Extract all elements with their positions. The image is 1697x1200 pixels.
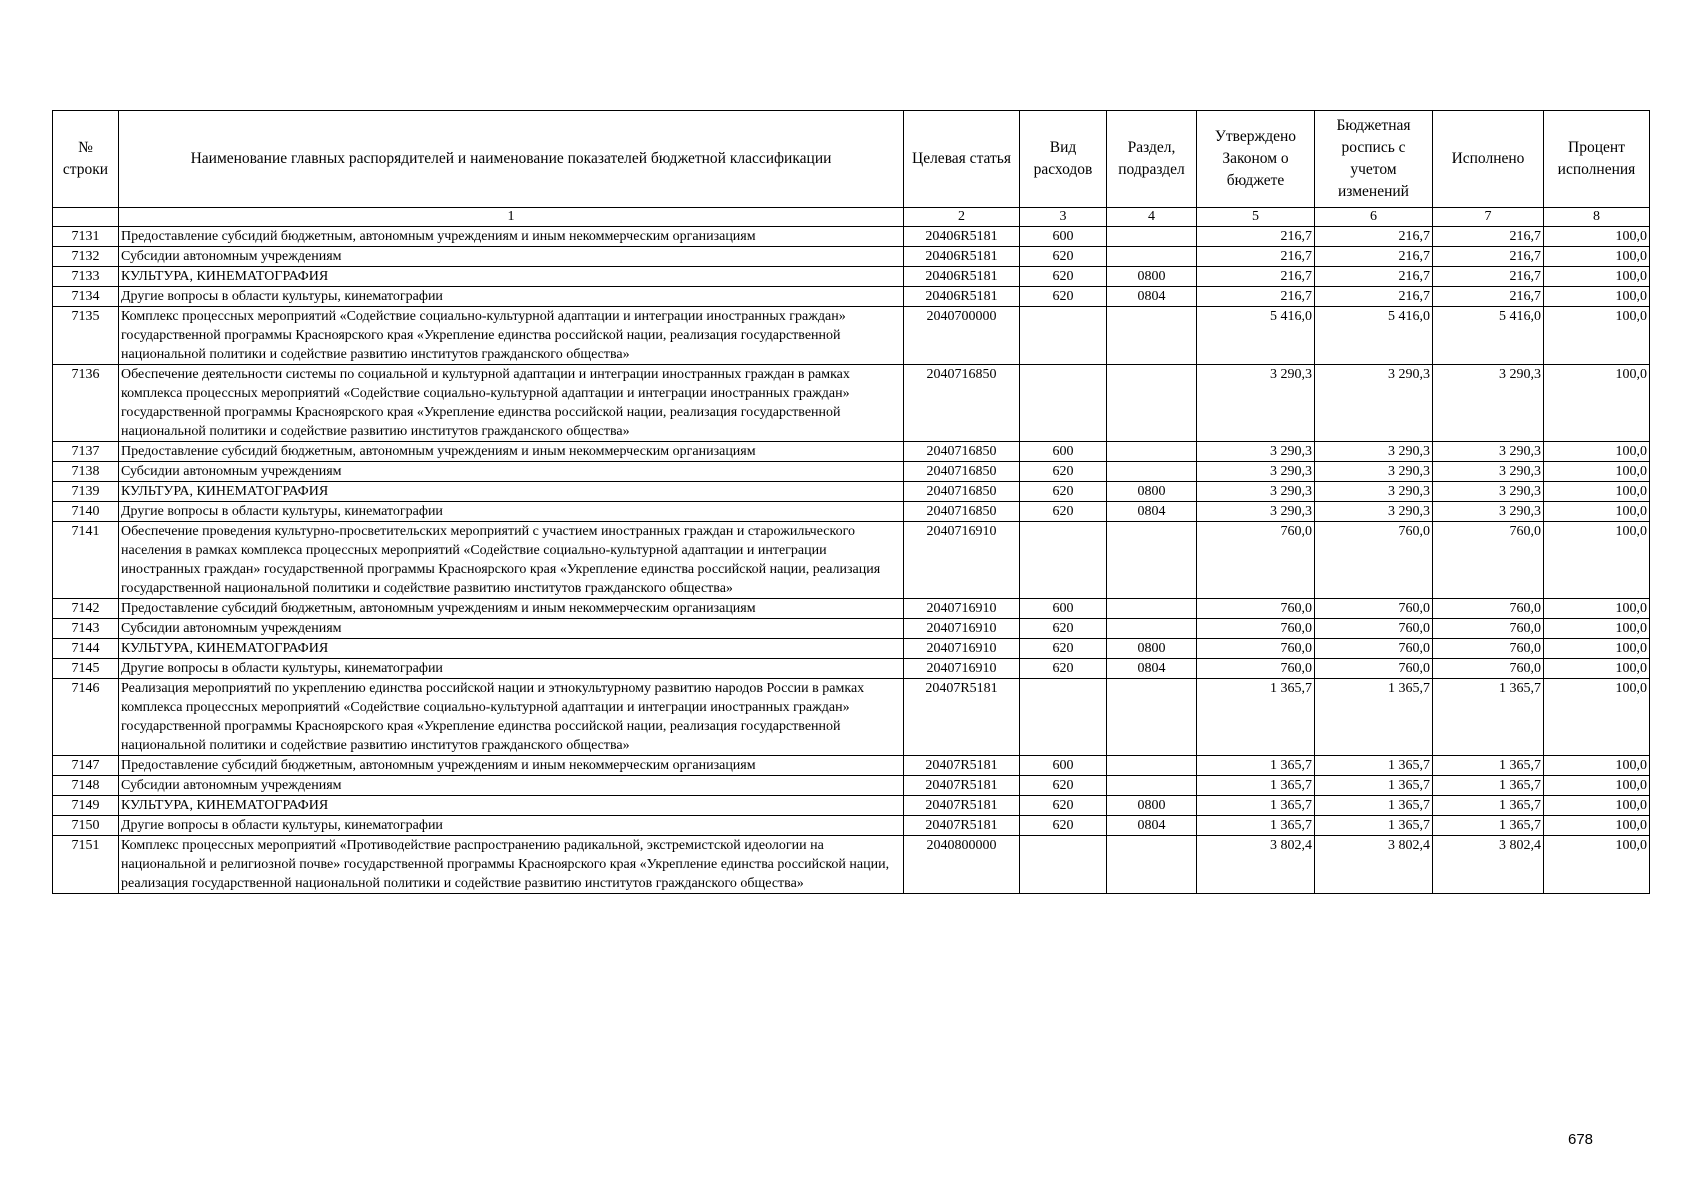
row-expense-kind	[1020, 307, 1107, 365]
row-budget-schedule: 760,0	[1315, 619, 1433, 639]
column-number: 5	[1197, 208, 1315, 227]
row-budget-schedule: 1 365,7	[1315, 679, 1433, 756]
row-number: 7137	[53, 442, 119, 462]
row-name: Субсидии автономным учреждениям	[119, 462, 904, 482]
row-percent: 100,0	[1544, 639, 1650, 659]
row-target-article: 20407R5181	[904, 776, 1020, 796]
row-executed: 216,7	[1433, 227, 1544, 247]
row-budget-schedule: 3 290,3	[1315, 442, 1433, 462]
row-expense-kind: 620	[1020, 267, 1107, 287]
row-budget-schedule: 760,0	[1315, 659, 1433, 679]
row-executed: 3 802,4	[1433, 836, 1544, 894]
table-row	[53, 522, 1650, 599]
row-budget-schedule: 216,7	[1315, 267, 1433, 287]
row-number: 7134	[53, 287, 119, 307]
row-section	[1107, 307, 1197, 365]
table-row	[53, 796, 1650, 816]
row-percent: 100,0	[1544, 247, 1650, 267]
table-row	[53, 599, 1650, 619]
row-name: Субсидии автономным учреждениям	[119, 776, 904, 796]
row-section: 0804	[1107, 502, 1197, 522]
table-row	[53, 816, 1650, 836]
row-expense-kind: 620	[1020, 287, 1107, 307]
table-row	[53, 502, 1650, 522]
row-target-article: 2040800000	[904, 836, 1020, 894]
row-percent: 100,0	[1544, 442, 1650, 462]
row-approved: 3 290,3	[1197, 482, 1315, 502]
row-executed: 760,0	[1433, 639, 1544, 659]
row-approved: 3 290,3	[1197, 442, 1315, 462]
row-target-article: 2040716910	[904, 659, 1020, 679]
row-expense-kind: 620	[1020, 462, 1107, 482]
header-budget: Бюджетная роспись с учетом изменений	[1315, 111, 1433, 208]
row-percent: 100,0	[1544, 756, 1650, 776]
row-section	[1107, 365, 1197, 442]
row-section	[1107, 776, 1197, 796]
row-expense-kind: 600	[1020, 756, 1107, 776]
row-approved: 1 365,7	[1197, 776, 1315, 796]
row-section	[1107, 227, 1197, 247]
row-budget-schedule: 5 416,0	[1315, 307, 1433, 365]
row-number: 7139	[53, 482, 119, 502]
row-approved: 760,0	[1197, 639, 1315, 659]
row-approved: 1 365,7	[1197, 756, 1315, 776]
row-target-article: 20407R5181	[904, 756, 1020, 776]
header-approved: Утверждено Законом о бюджете	[1197, 111, 1315, 208]
row-number: 7141	[53, 522, 119, 599]
table-row	[53, 365, 1650, 442]
row-budget-schedule: 760,0	[1315, 522, 1433, 599]
row-number: 7151	[53, 836, 119, 894]
row-executed: 1 365,7	[1433, 776, 1544, 796]
header-row	[53, 111, 1650, 208]
row-approved: 3 802,4	[1197, 836, 1315, 894]
row-target-article: 2040716910	[904, 619, 1020, 639]
row-budget-schedule: 3 290,3	[1315, 462, 1433, 482]
table-row	[53, 267, 1650, 287]
row-expense-kind: 620	[1020, 776, 1107, 796]
row-name: Предоставление субсидий бюджетным, автономным учреждениям и иным некоммерческим организациям	[119, 599, 904, 619]
row-percent: 100,0	[1544, 365, 1650, 442]
row-target-article: 2040716850	[904, 442, 1020, 462]
row-target-article: 20407R5181	[904, 796, 1020, 816]
row-name: Комплекс процессных мероприятий «Противодействие распространению радикальной, экстремистской идеологии на национальной и религиозной почве» государственной программы Красноярского края «Укрепление единства российской нации, реализация государственной национальной политики и содействие развитию институтов гражданского общества»	[119, 836, 904, 894]
row-target-article: 20407R5181	[904, 816, 1020, 836]
row-section	[1107, 599, 1197, 619]
row-executed: 5 416,0	[1433, 307, 1544, 365]
row-name: Другие вопросы в области культуры, кинематографии	[119, 816, 904, 836]
row-expense-kind	[1020, 522, 1107, 599]
row-budget-schedule: 1 365,7	[1315, 816, 1433, 836]
row-section	[1107, 756, 1197, 776]
header-name: Наименование главных распорядителей и наименование показателей бюджетной классификации	[119, 111, 904, 208]
row-executed: 760,0	[1433, 599, 1544, 619]
row-expense-kind: 620	[1020, 619, 1107, 639]
row-executed: 1 365,7	[1433, 756, 1544, 776]
row-percent: 100,0	[1544, 659, 1650, 679]
row-executed: 3 290,3	[1433, 502, 1544, 522]
row-name: Обеспечение деятельности системы по социальной и культурной адаптации и интеграции иностранных граждан в рамках комплекса процессных мероприятий «Содействие социально-культурной адаптации и интеграции иностранных граждан» государственной программы Красноярского края «Укрепление единства российской нации, реализация государственной национальной политики и содействие развитию институтов гражданского общества»	[119, 365, 904, 442]
row-percent: 100,0	[1544, 482, 1650, 502]
row-expense-kind: 600	[1020, 227, 1107, 247]
column-number: 2	[904, 208, 1020, 227]
row-approved: 760,0	[1197, 619, 1315, 639]
page-number: 678	[1568, 1131, 1594, 1148]
row-executed: 1 365,7	[1433, 796, 1544, 816]
row-number: 7133	[53, 267, 119, 287]
row-target-article: 20406R5181	[904, 247, 1020, 267]
row-budget-schedule: 3 290,3	[1315, 502, 1433, 522]
row-approved: 1 365,7	[1197, 679, 1315, 756]
row-executed: 1 365,7	[1433, 679, 1544, 756]
row-target-article: 2040716850	[904, 365, 1020, 442]
row-approved: 216,7	[1197, 227, 1315, 247]
row-name: КУЛЬТУРА, КИНЕМАТОГРАФИЯ	[119, 796, 904, 816]
row-section	[1107, 836, 1197, 894]
row-percent: 100,0	[1544, 307, 1650, 365]
row-executed: 760,0	[1433, 659, 1544, 679]
row-number: 7135	[53, 307, 119, 365]
table-row	[53, 287, 1650, 307]
header-section: Раздел, подраздел	[1107, 111, 1197, 208]
row-percent: 100,0	[1544, 776, 1650, 796]
table-row	[53, 776, 1650, 796]
table-row	[53, 247, 1650, 267]
row-expense-kind: 620	[1020, 659, 1107, 679]
row-number: 7143	[53, 619, 119, 639]
table-row	[53, 639, 1650, 659]
row-budget-schedule: 1 365,7	[1315, 756, 1433, 776]
row-name: КУЛЬТУРА, КИНЕМАТОГРАФИЯ	[119, 267, 904, 287]
row-approved: 216,7	[1197, 247, 1315, 267]
row-number: 7144	[53, 639, 119, 659]
row-name: Комплекс процессных мероприятий «Содействие социально-культурной адаптации и интеграции иностранных граждан» государственной программы Красноярского края «Укрепление единства российской нации, реализация государственной национальной политики и содействие развитию институтов гражданского общества»	[119, 307, 904, 365]
row-approved: 1 365,7	[1197, 796, 1315, 816]
column-number	[53, 208, 119, 227]
row-section: 0800	[1107, 482, 1197, 502]
row-target-article: 20406R5181	[904, 227, 1020, 247]
row-executed: 760,0	[1433, 522, 1544, 599]
row-name: Другие вопросы в области культуры, кинематографии	[119, 502, 904, 522]
row-percent: 100,0	[1544, 287, 1650, 307]
row-target-article: 2040716910	[904, 639, 1020, 659]
table-row	[53, 227, 1650, 247]
row-executed: 1 365,7	[1433, 816, 1544, 836]
row-section: 0800	[1107, 639, 1197, 659]
row-expense-kind: 600	[1020, 442, 1107, 462]
row-percent: 100,0	[1544, 816, 1650, 836]
row-target-article: 2040700000	[904, 307, 1020, 365]
row-budget-schedule: 216,7	[1315, 247, 1433, 267]
row-number: 7142	[53, 599, 119, 619]
row-name: Предоставление субсидий бюджетным, автономным учреждениям и иным некоммерческим организациям	[119, 756, 904, 776]
row-number: 7146	[53, 679, 119, 756]
row-section	[1107, 247, 1197, 267]
row-budget-schedule: 760,0	[1315, 639, 1433, 659]
row-section: 0804	[1107, 659, 1197, 679]
table-row	[53, 836, 1650, 894]
table-row	[53, 462, 1650, 482]
column-number: 8	[1544, 208, 1650, 227]
row-percent: 100,0	[1544, 227, 1650, 247]
table-row	[53, 307, 1650, 365]
row-expense-kind: 620	[1020, 247, 1107, 267]
row-number: 7150	[53, 816, 119, 836]
table-row	[53, 659, 1650, 679]
row-budget-schedule: 216,7	[1315, 287, 1433, 307]
row-name: Субсидии автономным учреждениям	[119, 247, 904, 267]
budget-table	[52, 110, 1650, 894]
row-expense-kind	[1020, 679, 1107, 756]
row-percent: 100,0	[1544, 836, 1650, 894]
row-name: Другие вопросы в области культуры, кинематографии	[119, 287, 904, 307]
row-approved: 3 290,3	[1197, 462, 1315, 482]
row-approved: 3 290,3	[1197, 365, 1315, 442]
header-kind: Вид расходов	[1020, 111, 1107, 208]
row-executed: 3 290,3	[1433, 482, 1544, 502]
row-number: 7138	[53, 462, 119, 482]
table-row	[53, 756, 1650, 776]
row-target-article: 20407R5181	[904, 679, 1020, 756]
header-percent: Процент исполнения	[1544, 111, 1650, 208]
row-name: КУЛЬТУРА, КИНЕМАТОГРАФИЯ	[119, 639, 904, 659]
column-number: 7	[1433, 208, 1544, 227]
column-number: 3	[1020, 208, 1107, 227]
row-executed: 760,0	[1433, 619, 1544, 639]
table-body	[53, 208, 1650, 894]
header-row-no: № строки	[53, 111, 119, 208]
row-target-article: 2040716910	[904, 599, 1020, 619]
row-section: 0804	[1107, 816, 1197, 836]
row-percent: 100,0	[1544, 267, 1650, 287]
row-executed: 3 290,3	[1433, 442, 1544, 462]
row-target-article: 20406R5181	[904, 287, 1020, 307]
row-executed: 3 290,3	[1433, 365, 1544, 442]
row-number: 7131	[53, 227, 119, 247]
row-percent: 100,0	[1544, 502, 1650, 522]
table-row	[53, 619, 1650, 639]
row-section: 0800	[1107, 267, 1197, 287]
row-approved: 1 365,7	[1197, 816, 1315, 836]
header-executed: Исполнено	[1433, 111, 1544, 208]
column-number: 4	[1107, 208, 1197, 227]
row-name: Обеспечение проведения культурно-просветительских мероприятий с участием иностранных граждан и старожильческого населения в рамках комплекса процессных мероприятий «Содействие социально-культурной адаптации и интеграции иностранных граждан» государственной программы Красноярского края «Укрепление единства российской нации, реализация государственной национальной политики и содействие развитию институтов гражданского общества»	[119, 522, 904, 599]
row-name: Предоставление субсидий бюджетным, автономным учреждениям и иным некоммерческим организациям	[119, 442, 904, 462]
row-number: 7140	[53, 502, 119, 522]
row-target-article: 2040716910	[904, 522, 1020, 599]
row-expense-kind	[1020, 365, 1107, 442]
row-number: 7132	[53, 247, 119, 267]
row-expense-kind: 600	[1020, 599, 1107, 619]
row-percent: 100,0	[1544, 522, 1650, 599]
row-budget-schedule: 1 365,7	[1315, 796, 1433, 816]
column-number: 1	[119, 208, 904, 227]
row-section: 0800	[1107, 796, 1197, 816]
row-budget-schedule: 3 290,3	[1315, 482, 1433, 502]
row-name: Предоставление субсидий бюджетным, автономным учреждениям и иным некоммерческим организациям	[119, 227, 904, 247]
row-section: 0804	[1107, 287, 1197, 307]
row-number: 7136	[53, 365, 119, 442]
row-approved: 760,0	[1197, 522, 1315, 599]
column-number: 6	[1315, 208, 1433, 227]
header-target: Целевая статья	[904, 111, 1020, 208]
row-name: КУЛЬТУРА, КИНЕМАТОГРАФИЯ	[119, 482, 904, 502]
row-budget-schedule: 1 365,7	[1315, 776, 1433, 796]
row-expense-kind: 620	[1020, 482, 1107, 502]
row-expense-kind: 620	[1020, 639, 1107, 659]
row-budget-schedule: 3 802,4	[1315, 836, 1433, 894]
column-numbers-row	[53, 208, 1650, 227]
row-section	[1107, 522, 1197, 599]
row-name: Реализация мероприятий по укреплению единства российской нации и этнокультурному развитию народов России в рамках комплекса процессных мероприятий «Содействие социально-культурной адаптации и интеграции иностранных граждан» государственной программы Красноярского края «Укрепление единства российской нации, реализация государственной национальной политики и содействие развитию институтов гражданского общества»	[119, 679, 904, 756]
row-percent: 100,0	[1544, 599, 1650, 619]
table-row	[53, 482, 1650, 502]
row-name: Субсидии автономным учреждениям	[119, 619, 904, 639]
row-expense-kind: 620	[1020, 502, 1107, 522]
row-section	[1107, 462, 1197, 482]
row-target-article: 2040716850	[904, 482, 1020, 502]
row-budget-schedule: 3 290,3	[1315, 365, 1433, 442]
row-approved: 216,7	[1197, 287, 1315, 307]
row-executed: 216,7	[1433, 247, 1544, 267]
row-executed: 216,7	[1433, 267, 1544, 287]
row-expense-kind: 620	[1020, 796, 1107, 816]
row-percent: 100,0	[1544, 679, 1650, 756]
row-target-article: 2040716850	[904, 462, 1020, 482]
row-target-article: 2040716850	[904, 502, 1020, 522]
row-executed: 3 290,3	[1433, 462, 1544, 482]
row-section	[1107, 679, 1197, 756]
row-number: 7147	[53, 756, 119, 776]
row-expense-kind: 620	[1020, 816, 1107, 836]
row-approved: 216,7	[1197, 267, 1315, 287]
row-name: Другие вопросы в области культуры, кинематографии	[119, 659, 904, 679]
row-approved: 760,0	[1197, 599, 1315, 619]
row-approved: 5 416,0	[1197, 307, 1315, 365]
row-percent: 100,0	[1544, 619, 1650, 639]
row-section	[1107, 619, 1197, 639]
row-budget-schedule: 216,7	[1315, 227, 1433, 247]
row-expense-kind	[1020, 836, 1107, 894]
row-number: 7149	[53, 796, 119, 816]
row-percent: 100,0	[1544, 462, 1650, 482]
row-number: 7145	[53, 659, 119, 679]
row-approved: 760,0	[1197, 659, 1315, 679]
row-target-article: 20406R5181	[904, 267, 1020, 287]
table-row	[53, 442, 1650, 462]
row-budget-schedule: 760,0	[1315, 599, 1433, 619]
row-executed: 216,7	[1433, 287, 1544, 307]
row-approved: 3 290,3	[1197, 502, 1315, 522]
row-section	[1107, 442, 1197, 462]
table-row	[53, 679, 1650, 756]
row-percent: 100,0	[1544, 796, 1650, 816]
row-number: 7148	[53, 776, 119, 796]
